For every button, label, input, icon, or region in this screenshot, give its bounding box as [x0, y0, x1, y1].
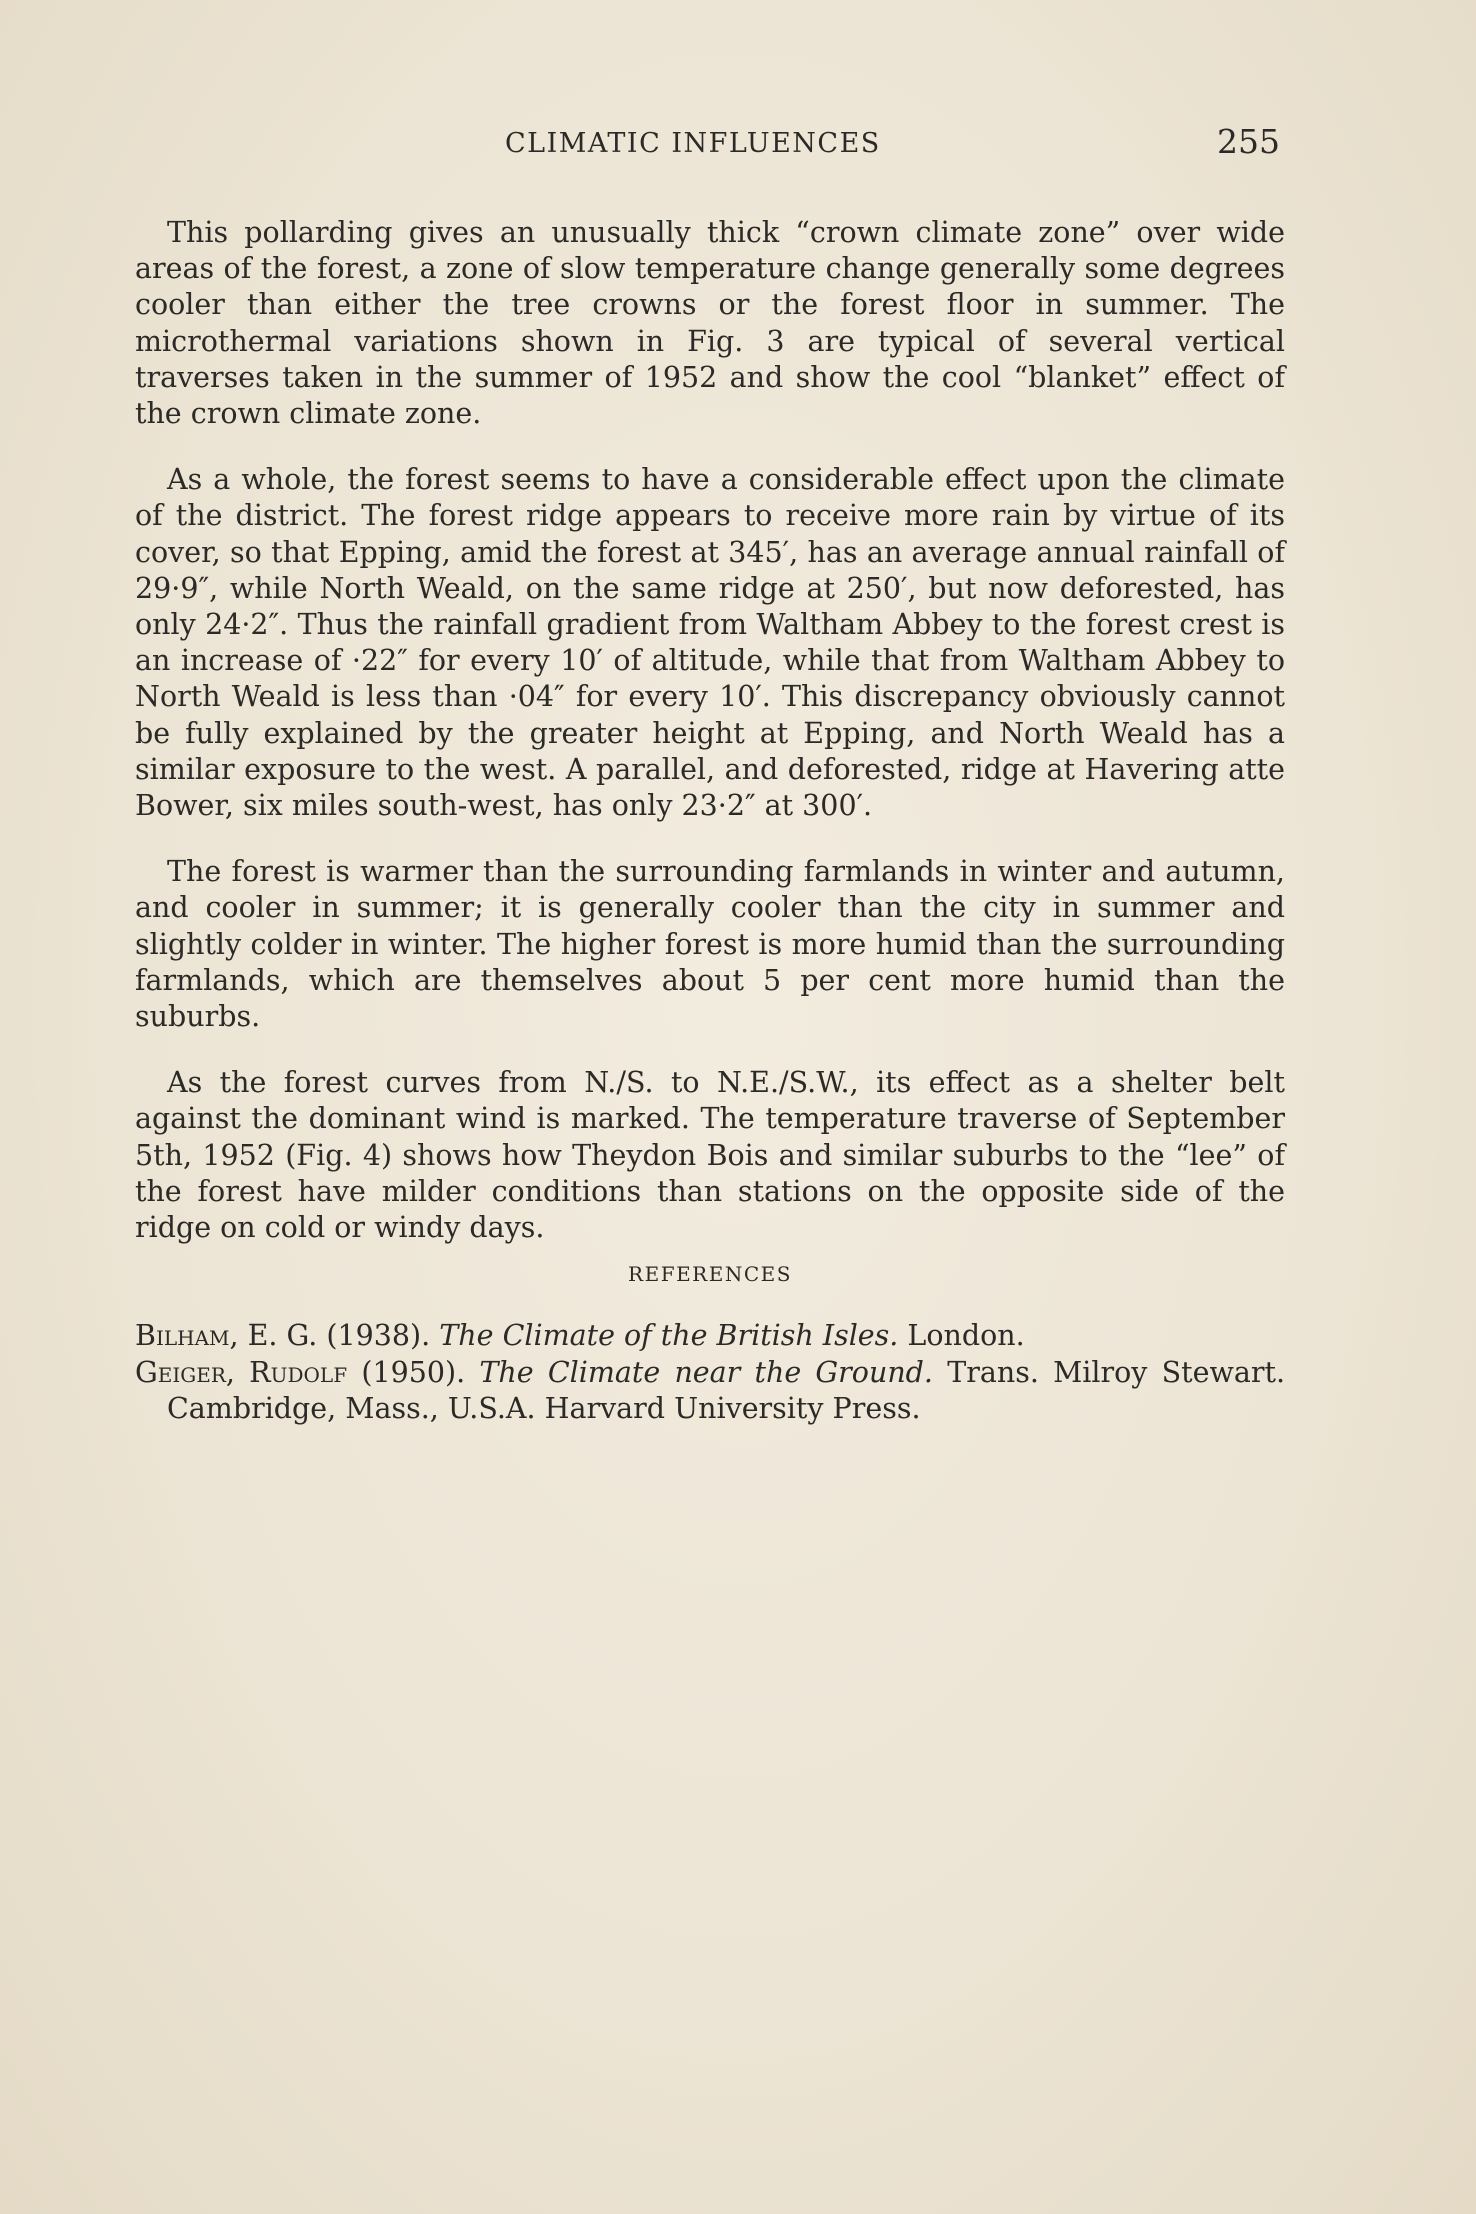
page-number: 255 — [1217, 122, 1280, 161]
references-list — [135, 1318, 1285, 1428]
reference-title: The Climate near the Ground. — [479, 1355, 933, 1389]
reference-item — [135, 1318, 1285, 1355]
reference-publisher: London. — [907, 1319, 1025, 1352]
page-header — [135, 122, 1285, 162]
reference-author: Geiger, Rudolf — [135, 1355, 348, 1389]
references-heading: REFERENCES — [628, 1262, 792, 1286]
reference-year: (1950). — [361, 1355, 466, 1389]
body-text — [135, 215, 1285, 1276]
reference-title: The Climate of the British Isles. — [439, 1319, 899, 1352]
paragraph-pollarding: This pollarding gives an unusually thick “crown climate zone” over wide areas of the forest, a zone of slow temperature change generally some degrees cooler than either the tree crowns or the forest floor in summer. The microthermal variations shown in Fig. 3 are typical of several vertical traverses taken in the summer of 1952 and show the cool “blanket” effect of the crown climate zone. — [135, 216, 1285, 431]
reference-author: Bilham, E. G. — [135, 1319, 318, 1352]
reference-item — [135, 1355, 1285, 1428]
paragraph-rainfall: As a whole, the forest seems to have a considerable effect upon the climate of the district. The forest ridge appears to receive more rain by virtue of its cover, so that Epping, amid the forest at 345′, has an average annual rainfall of 29·9″, while North Weald, on the same ridge at 250′, but now deforested, has only 24·2″. Thus the rainfall gradient from Waltham Abbey to the forest crest is an increase of ·22″ for every 10′ of altitude, while that from Waltham Abbey to North Weald is less than ·04″ for every 10′. This discrepancy obviously cannot be fully explained by the greater height at Epping, and North Weald has a similar exposure to the west. A parallel, and deforested, ridge at Havering atte Bower, six miles south-west, has only 23·2″ at 300′. — [135, 463, 1285, 823]
reference-publisher: Trans. Milroy Stewart. Cambridge, Mass., U.S.A. Harvard University Press. — [167, 1355, 1285, 1425]
paragraph-shelter-belt: As the forest curves from N./S. to N.E./S.W., its effect as a shelter belt against the dominant wind is marked. The temperature traverse of September 5th, 1952 (Fig. 4) shows how Theydon Bois and similar suburbs to the “lee” of the forest have milder conditions than stations on the opposite side of the ridge on cold or windy days. — [135, 1066, 1285, 1245]
paragraph-temperature: The forest is warmer than the surrounding farmlands in winter and autumn, and cooler in summer; it is generally cooler than the city in summer and slightly colder in winter. The higher forest is more humid than the surrounding farmlands, which are themselves about 5 per cent more humid than the suburbs. — [135, 855, 1285, 1034]
running-head: CLIMATIC INFLUENCES — [505, 128, 881, 159]
reference-year: (1938). — [326, 1319, 431, 1352]
